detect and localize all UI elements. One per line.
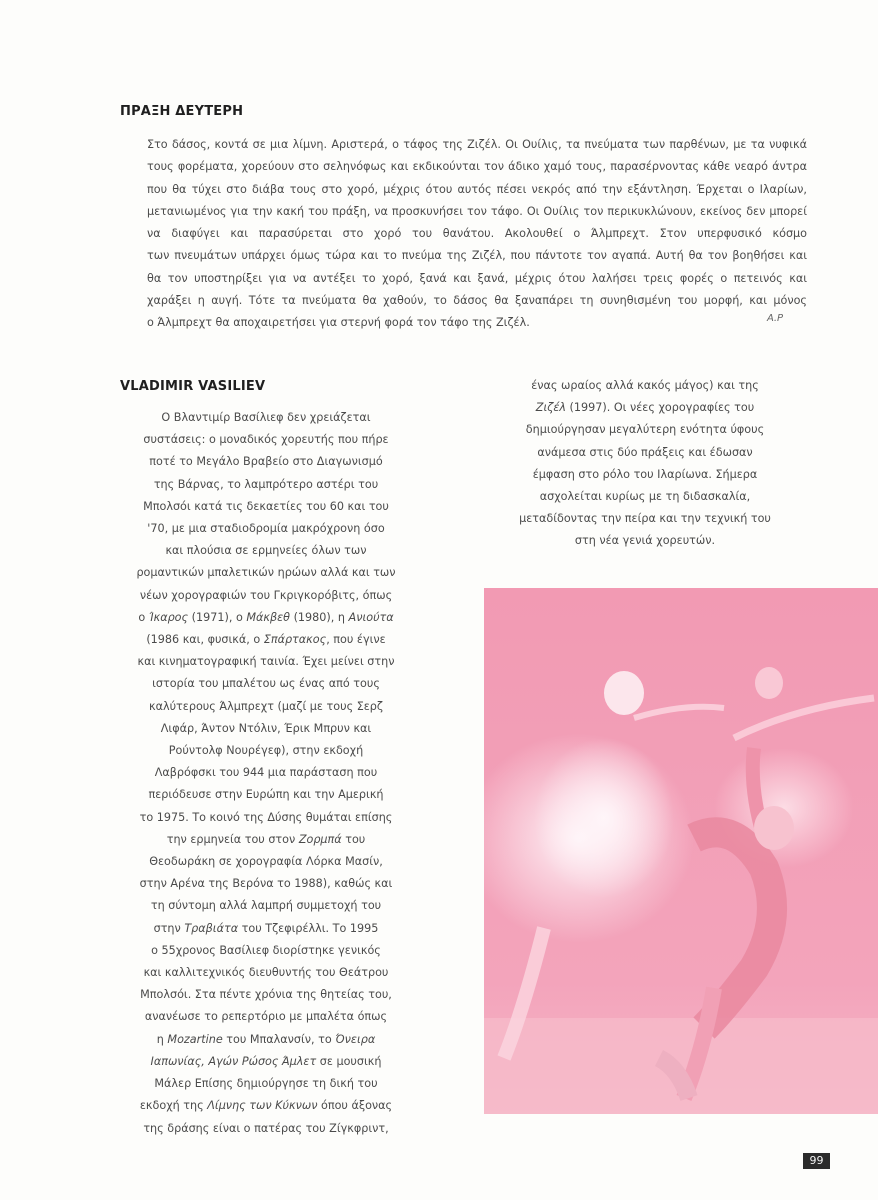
synopsis-line: θα τον υποστηρίξει για να αντέξει το χορό, ξανά και ξανά, μέχρις ότου λαλήσει τρεις φορές ο πετεινός και (147, 271, 807, 285)
bio-line: Λαβρόφσκι του 944 μια παράσταση που (154, 766, 378, 780)
bio-line: Ο Βλαντιμίρ Βασίλιεφ δεν χρειάζεται (161, 411, 371, 424)
bio-line: και καλλιτεχνικός διευθυντής του Θεάτρου (143, 966, 389, 980)
bio-line: την ερμηνεία του στον Ζορμπά του (166, 832, 366, 846)
bio-line: στη νέα γενιά χορευτών. (574, 534, 716, 548)
bio-line: νέων χορογραφιών του Γκριγκορόβιτς, όπως (139, 588, 393, 602)
bio-line: Μάλερ Επίσης δημιούργησε τη δική του (154, 1077, 378, 1091)
bio-line: ανανέωσε το ρεπερτόριο με μπαλέτα όπως (144, 1010, 388, 1024)
bio-line: ποτέ το Μεγάλο Βραβείο στο Διαγωνισμό (149, 455, 383, 469)
dancer-head-front (604, 671, 644, 715)
synopsis-line: που θα τύχει στο διάβα τους στο χορό, μέχρις ότου αυτός πέσει νεκρός από την εξάντληση. Έρχεται ο Ιλαρίων, (147, 182, 807, 196)
bio-line: Θεοδωράκη σε χορογραφία Λόρκα Μασίν, (149, 855, 383, 869)
bio-line: Ρούντολφ Νουρέγεφ), στην εκδοχή (168, 744, 364, 758)
bio-line: στην Τραβιάτα του Τζεφιρέλλι. Το 1995 (153, 921, 379, 935)
page-number: 99 (803, 1153, 830, 1169)
bio-line: Μπολσόι. Στα πέντε χρόνια της θητείας του, (140, 988, 392, 1002)
bio-line: Μπολσόι κατά τις δεκαετίες του 60 και του (143, 499, 389, 513)
bio-line: ασχολείται κυρίως με τη διδασκαλία, (539, 490, 751, 504)
bio-line: μεταδίδοντας την πείρα και την τεχνική του (519, 512, 771, 526)
bio-line: ρομαντικών μπαλετικών ηρώων αλλά και των (136, 566, 396, 580)
dancer-head-back (755, 667, 783, 699)
synopsis-line: μετανιωμένος για την κακή του πράξη, να προσκυνήσει τον τάφο. Οι Ουίλις τον περικυκλώνουν, εκείνος δεν μπορεί (147, 204, 807, 218)
act-two-heading: ΠΡΑΞΗ ΔΕΥΤΕΡΗ (120, 104, 244, 119)
bio-line: Ζιζέλ (1997). Οι νέες χορογραφίες του (535, 401, 755, 415)
bio-line: και κινηματογραφική ταινία. Έχει μείνει στην (137, 655, 395, 669)
synopsis-line: να διαφύγει και παρασύρεται στο χορό του θανάτου. Ακολουθεί ο Άλμπρεχτ. Στον υπερφυσικό κόσμο (147, 227, 807, 241)
bio-line: καλύτερους Άλμπρεχτ (μαζί με τους Σερζ (149, 699, 383, 713)
bio-line: στην Αρένα της Βερόνα το 1988), καθώς και (139, 877, 393, 891)
bio-line: Ιαπωνίας, Αγών Ρώσος Άμλετ σε μουσική (150, 1054, 382, 1068)
bio-line: περιόδευσε στην Ευρώπη και την Αμερική (148, 788, 384, 802)
bio-line: δημιούργησαν μεγαλύτερη ενότητα ύφους (525, 423, 765, 437)
bio-line: ανάμεσα στις δύο πράξεις και έδωσαν (537, 445, 753, 459)
dancer-tutu-inner (534, 738, 674, 898)
author-initials: Α.Ρ (767, 313, 784, 324)
bio-line: ο 55χρονος Βασίλιεφ διορίστηκε γενικός (151, 943, 381, 957)
bio-line: έμφαση στο ρόλο του Ιλαρίωνα. Σήμερα (532, 467, 758, 481)
bio-line: ο Ίκαρος (1971), ο Μάκβεθ (1980), η Ανιούτα (138, 610, 394, 624)
bio-line: και πλούσια σε ερμηνείες όλων των (165, 544, 367, 558)
vasiliev-heading: VLADIMIR VASILIEV (120, 379, 266, 394)
act-two-synopsis (147, 134, 807, 335)
bio-line: Λιφάρ, Άντον Ντόλιν, Έρικ Μπρυν και (160, 721, 372, 735)
bio-line: (1986 και, φυσικά, ο Σπάρτακος, που έγινε (146, 633, 386, 647)
bio-line: η Mozartine του Μπαλανσίν, το Όνειρα (156, 1032, 376, 1046)
bio-line: τη σύντομη αλλά λαμπρή συμμετοχή του (150, 899, 382, 913)
bio-line: της δράσης είναι ο πατέρας του Ζίγκφριντ, (143, 1121, 389, 1135)
male-dancer-head (754, 806, 794, 850)
synopsis-line: ο Άλμπρεχτ θα αποχαιρετήσει για στερνή φορά τον τάφο της Ζιζέλ. (147, 316, 530, 330)
bio-line: ένας ωραίος αλλά κακός μάγος) και της (531, 379, 759, 392)
synopsis-line: των πνευμάτων υπάρχει όμως τώρα και το πνεύμα της Ζιζέλ, που πάντοτε τον αγαπά. Αυτή θα τον βοηθήσει και (147, 249, 807, 263)
vasiliev-bio-left-column (118, 407, 414, 1140)
bio-line: συστάσεις: ο μοναδικός χορευτής που πήρε (143, 433, 389, 447)
bio-line: της Βάρνας, το λαμπρότερο αστέρι του (153, 477, 379, 491)
vasiliev-bio-right-column (495, 375, 795, 553)
bio-line: το 1975. Το κοινό της Δύσης θυμάται επίσης (139, 810, 393, 824)
bio-line: ιστορία του μπαλέτου ως ένας από τους (152, 677, 380, 691)
synopsis-line: χαράξει η αυγή. Τότε τα πνεύματα θα χαθούν, το δάσος θα ξαναπάρει τη συνηθισμένη του μορφή, και μόνος (147, 294, 807, 308)
ballet-photo (484, 588, 878, 1114)
bio-line: εκδοχή της Λίμνης των Κύκνων όπου άξονας (139, 1099, 393, 1113)
bio-line: '70, με μια σταδιοδρομία μακρόχρονη όσο (147, 522, 385, 536)
synopsis-line: Στο δάσος, κοντά σε μια λίμνη. Αριστερά, ο τάφος της Ζιζέλ. Οι Ουίλις, τα πνεύματα των παρθένων, με τα νυφικά (147, 138, 807, 151)
synopsis-line: τους φορέματα, χορεύουν στο σεληνόφως και εκδικούνται τον άδικο χαμό τους, παρασέρνοντας κάθε νεαρό άντρα (147, 160, 807, 174)
